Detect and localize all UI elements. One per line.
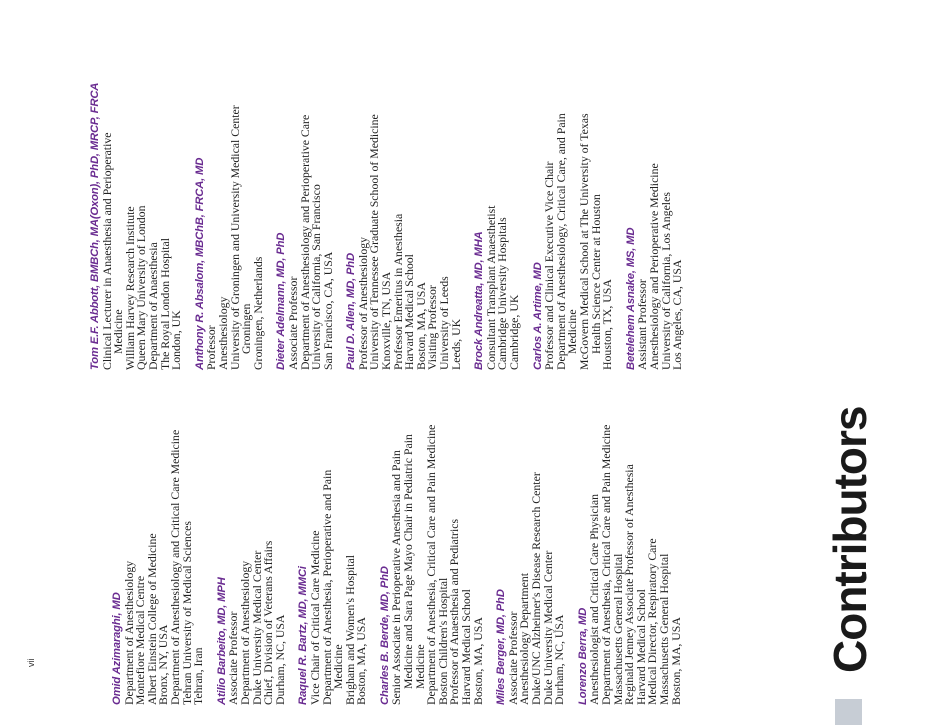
contributor-affiliation-line: Department of Anesthesiology [237, 560, 252, 705]
contributor-affiliation-line: Health Science Center at Houston [588, 194, 603, 354]
contributors-column-left [90, 40, 696, 370]
contributor-affiliation-line: Anesthesiology [215, 296, 230, 370]
contributor-affiliation-line: Chief, Division of Veterans Affairs [261, 540, 276, 705]
page-number: vii [26, 658, 36, 667]
contributor-name: Tom E.F. Abbott, BMBCh, MA(Oxon), PhD, MRCP, FRCA [89, 82, 101, 370]
contributor-name: Atilio Barbeito, MD, MPH [215, 577, 228, 705]
contributor-affiliation-line: Department of Anesthesia, Critical Care and Pain Medicine [598, 424, 613, 705]
contributor-affiliation-line: Groningen, Netherlands [250, 256, 265, 370]
contributor-affiliation-line: Visiting Professor [425, 285, 440, 370]
page-title: Contributors [824, 406, 876, 673]
contributor-affiliation-line: Clinical Lecturer in Anaesthesia and Perioperative [99, 132, 114, 370]
contributor-affiliation-line: Department of Anesthesiology [121, 560, 136, 705]
contributor-name: Paul D. Allen, MD, PhD [345, 253, 358, 370]
contributor-name: Carlos A. Artime, MD [531, 262, 544, 370]
contributor-affiliation-line: Department of Anaesthesia [145, 242, 160, 370]
contributor-affiliation-line: Cambridge, UK [507, 294, 521, 370]
contributor-affiliation-line: Tehran, Iran [191, 647, 206, 705]
contributor-entry [626, 40, 684, 370]
contributor-affiliation-line: Albert Einstein College of Medicine [144, 533, 159, 705]
contributor-entry [578, 375, 682, 705]
contributor-affiliation-line: Brigham and Women's Hospital [342, 554, 357, 705]
contributor-entry [112, 375, 205, 705]
contributor-affiliation-line: Harvard Medical School [459, 589, 474, 705]
contributor-affiliation-line: William Harvey Research Institute [122, 206, 137, 370]
contributor-name: Dieter Adelmann, MD, PhD [275, 232, 288, 370]
contributor-affiliation-line: Department of Anesthesia, Perioperative and Pain [319, 469, 334, 705]
contributor-affiliation-line: Consultant Transplant Anaesthetist [483, 205, 498, 370]
contributor-affiliation-line: Medical Director, Respiratory Care [645, 538, 660, 705]
contributor-affiliation-line: Los Angeles, CA, USA [670, 259, 685, 370]
contributor-affiliation-line: Harvard Medical School [402, 254, 417, 370]
contributor-entry [496, 375, 566, 705]
contributor-affiliation-line: Cambridge University Hospitals [495, 217, 510, 370]
contributor-affiliation-line: Boston Children's Hospital [435, 577, 450, 705]
contributor-entry [298, 375, 368, 705]
contributor-affiliation-line: Assistant Professor [635, 279, 650, 370]
contributor-affiliation-line: Durham, NC, USA [552, 614, 567, 705]
contributor-affiliation-line: Professor Emeritus in Anesthesia [390, 213, 405, 370]
contributor-entry [474, 40, 520, 370]
contributors-column-right [112, 375, 694, 705]
contributor-affiliation-line: Duke University Medical Center [540, 550, 555, 705]
contributor-affiliation-line: University of California, San Francisco [309, 184, 324, 370]
contributor-affiliation-line: Professor of Anaesthesia and Pediatrics [447, 518, 462, 705]
contributor-affiliation-line: Boston, MA, USA [470, 617, 485, 705]
contributor-affiliation-line: Anesthesiology and Perioperative Medicine [646, 163, 661, 370]
contributor-affiliation-line: Department of Anesthesia, Critical Care and Pain Medicine [424, 424, 439, 705]
contributor-affiliation-line: University of Groningen and University Medical Center [227, 105, 242, 370]
contributor-affiliation-line: University of California, Los Angeles [658, 192, 673, 370]
contributor-entry [195, 40, 265, 370]
contributor-affiliation-line: Medicine and Sara Page Mayo Chair in Pediatric Pain [401, 434, 416, 689]
contributor-affiliation-line: Anesthesiology Department [517, 572, 532, 705]
contributor-affiliation-line: San Francisco, CA, USA [320, 251, 335, 370]
contributor-affiliation-line: University of Tennessee Graduate School of Medicine [367, 114, 382, 370]
contributor-name: Betelehem Asnake, MS, MD [624, 227, 637, 370]
contributor-affiliation-line: Anesthesiologist and Critical Care Physician [587, 494, 602, 705]
contributor-affiliation-line: Montefiore Medical Centre [133, 575, 148, 705]
contributor-affiliation-line: Department of Anesthesiology, Critical Care, and Pain [553, 113, 568, 370]
header-tab-bar [835, 699, 862, 725]
contributor-affiliation-line: Massachusetts General Hospital [656, 553, 671, 705]
contributor-affiliation-line: Vice Chair of Critical Care Medicine [307, 530, 322, 705]
contributor-affiliation-line: Boston, MA, USA [668, 617, 683, 705]
contributor-affiliation-line: Houston, TX, USA [600, 279, 615, 370]
contributor-affiliation-line: McGovern Medical School at The University of Texas [576, 113, 591, 370]
contributor-name: Anthony R. Absalom, MBChB, FRCA, MD [193, 157, 206, 370]
contributor-affiliation-line: Groningen [239, 303, 254, 354]
contributor-affiliation-line: Bronx, NY, USA [156, 624, 171, 705]
contributor-affiliation-line: Harvard Medical School [633, 589, 648, 705]
contributor-affiliation-line: The Royal London Hospital [157, 237, 172, 370]
contributor-affiliation-line: Duke/UNC Alzheimer's Disease Research Center [529, 472, 543, 705]
contributor-entry [380, 375, 484, 705]
contributor-affiliation-line: Department of Anesthesiology and Critical Care Medicine [167, 429, 182, 705]
contributor-affiliation-line: Department of Anesthesiology and Perioperative Care [297, 114, 312, 370]
contributor-name: Miles Berger, MD, PhD [495, 589, 508, 705]
contributor-affiliation-line: Durham, NC, USA [272, 614, 287, 705]
contributor-affiliation-line: Boston, MA, USA [413, 282, 428, 370]
contributor-affiliation-line: University of Leeds [437, 276, 452, 370]
contributor-entry [346, 40, 462, 370]
contributor-affiliation-line: Medicine [565, 309, 580, 354]
contributor-affiliation-line: Associate Professor [285, 276, 300, 370]
contributor-affiliation-line: Reginald Jenney Associate Professor of Anesthesia [622, 464, 637, 705]
contributor-affiliation-line: Senior Associate in Perioperative Anesthesia and Pain [389, 450, 404, 705]
contributor-affiliation-line: Boston, MA, USA [354, 617, 369, 705]
contributor-affiliation-line: Associate Professor [226, 611, 241, 705]
contributor-name: Raquel R. Bartz, MD, MMCi [297, 566, 310, 705]
contributor-affiliation-line: Duke University Medical Center [249, 550, 264, 705]
contributor-affiliation-line: London, UK [169, 310, 184, 370]
contributor-affiliation-line: Queen Mary University of London [134, 205, 149, 370]
contributor-affiliation-line: Professor [204, 325, 219, 370]
contributor-name: Brock Andreatta, MD, MHA [473, 231, 486, 370]
contributor-affiliation-line: Leeds, UK [448, 318, 463, 370]
contributor-affiliation-line: Massachusetts General Hospital [610, 553, 625, 705]
contributor-affiliation-line: Medicine [331, 644, 346, 689]
contributor-affiliation-line: Associate Professor [505, 611, 520, 705]
contributor-entry [533, 40, 614, 370]
contributor-affiliation-line: Professor and Clinical Executive Vice Chair [542, 161, 557, 370]
contributor-affiliation-line: Medicine [111, 309, 126, 354]
contributor-affiliation-line: Professor of Anesthesiology [355, 236, 370, 370]
contributor-affiliation-line: Tehran University of Medical Sciences [179, 521, 194, 705]
contributor-affiliation-line: Knoxville, TN, USA [379, 271, 394, 370]
contributor-entry [276, 40, 334, 370]
contributor-affiliation-line: Medicine [412, 644, 427, 689]
contributor-entry [217, 375, 287, 705]
contributor-name: Charles B. Berde, MD, PhD [378, 566, 391, 705]
contributor-name: Omid Azimaraghi, MD [111, 592, 123, 705]
contributor-entry [90, 40, 183, 370]
contributor-name: Lorenzo Berra, MD [576, 607, 589, 705]
